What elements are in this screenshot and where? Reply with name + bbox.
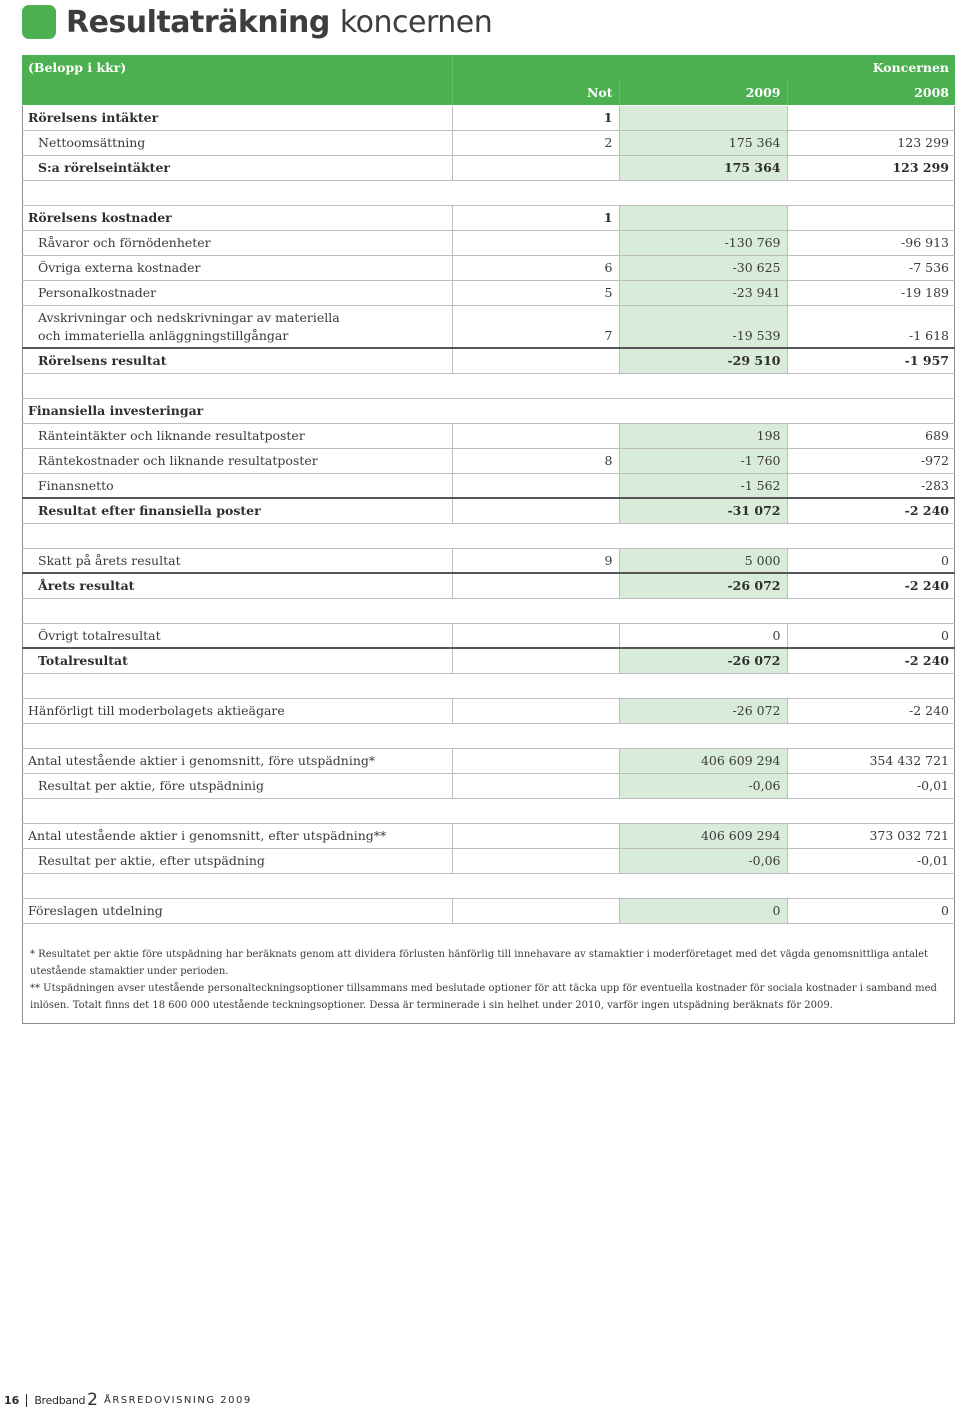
brand-logo-icon: 2 (87, 1390, 98, 1410)
report-name: ÅRSREDOVISNING 2009 (104, 1394, 252, 1406)
spacer-row (22, 598, 955, 623)
spacer-row (22, 180, 955, 205)
not-header: Not (452, 80, 619, 105)
title-bold: Resultaträkning (66, 4, 330, 40)
table-row: Finansnetto -1 562 -283 (22, 473, 955, 498)
table-row: Resultat per aktie, före utspädninig -0,06 -0,01 (22, 773, 955, 798)
year-2009-header: 2009 (619, 80, 787, 105)
table-row: Skatt på årets resultat 9 5 000 0 (22, 548, 955, 573)
footnote-1: * Resultatet per aktie före utspädning har beräknats genom att dividera förlusten hänförlig till innehavare av stamaktier i moderföretaget med det vägda genomsnittliga antalet utestående stamaktier under perioden. (30, 949, 929, 977)
table-row: Resultat per aktie, efter utspädning -0,06 -0,01 (22, 848, 955, 873)
group-label: Koncernen (787, 55, 955, 80)
table-row: Räntekostnader och liknande resultatposter 8 -1 760 -972 (22, 448, 955, 473)
table-row: Rörelsens kostnader 1 (22, 205, 955, 230)
table-row: Personalkostnader 5 -23 941 -19 189 (22, 280, 955, 305)
table-row: Avskrivningar och nedskrivningar av materiella och immateriella anläggningstillgångar 7 -19 539 -1 618 (22, 305, 955, 348)
header-row-1 (22, 55, 955, 80)
footnotes (30, 946, 945, 1014)
table-row: Föreslagen utdelning 0 0 (22, 898, 955, 923)
table-row: Nettoomsättning 2 175 364 123 299 (22, 130, 955, 155)
page-title (22, 2, 492, 42)
page-number: 16 (0, 1394, 27, 1407)
brand-square-icon (22, 5, 56, 39)
table-row: Råvaror och förnödenheter -130 769 -96 913 (22, 230, 955, 255)
table-row: Finansiella investeringar (22, 398, 955, 423)
footnote-2: ** Utspädningen avser utestående personalteckningsoptioner tillsammans med beslutade optioner för att täcka upp för eventuella kostnader för sociala kostnader i samband med inlösen. Totalt finns det 18 600 000 utestående teckningsoptioner. Dessa är terminerade i sin helhet under 2010, varför ingen utspädning beräknats för 2009. (30, 983, 937, 1011)
table-row: Årets resultat -26 072 -2 240 (22, 573, 955, 598)
spacer-row (22, 798, 955, 823)
year-2008-header: 2008 (787, 80, 955, 105)
table-row: Ränteintäkter och liknande resultatposter 198 689 (22, 423, 955, 448)
table-row: Rörelsens resultat -29 510 -1 957 (22, 348, 955, 373)
spacer-row (22, 373, 955, 398)
table-row: Antal utestående aktier i genomsnitt, före utspädning* 406 609 294 354 432 721 (22, 748, 955, 773)
table-row: Övriga externa kostnader 6 -30 625 -7 536 (22, 255, 955, 280)
title-light: koncernen (339, 4, 493, 40)
spacer-row (22, 873, 955, 898)
table-row: Totalresultat -26 072 -2 240 (22, 648, 955, 673)
table-row: Rörelsens intäkter 1 (22, 105, 955, 130)
income-statement-table (22, 55, 955, 924)
table-row: Övrigt totalresultat 0 0 (22, 623, 955, 648)
table-row: Antal utestående aktier i genomsnitt, efter utspädning** 406 609 294 373 032 721 (22, 823, 955, 848)
spacer-row (22, 723, 955, 748)
table-row: Resultat efter finansiella poster -31 072 -2 240 (22, 498, 955, 523)
brand-name: Bredband (34, 1393, 86, 1407)
spacer-row (22, 673, 955, 698)
table-row: S:a rörelseintäkter 175 364 123 299 (22, 155, 955, 180)
spacer-row (22, 523, 955, 548)
table-row: Hänförligt till moderbolagets aktieägare -26 072 -2 240 (22, 698, 955, 723)
page-footer (0, 1391, 252, 1409)
header-row-2 (22, 80, 955, 105)
unit-label: (Belopp i kkr) (22, 55, 452, 80)
